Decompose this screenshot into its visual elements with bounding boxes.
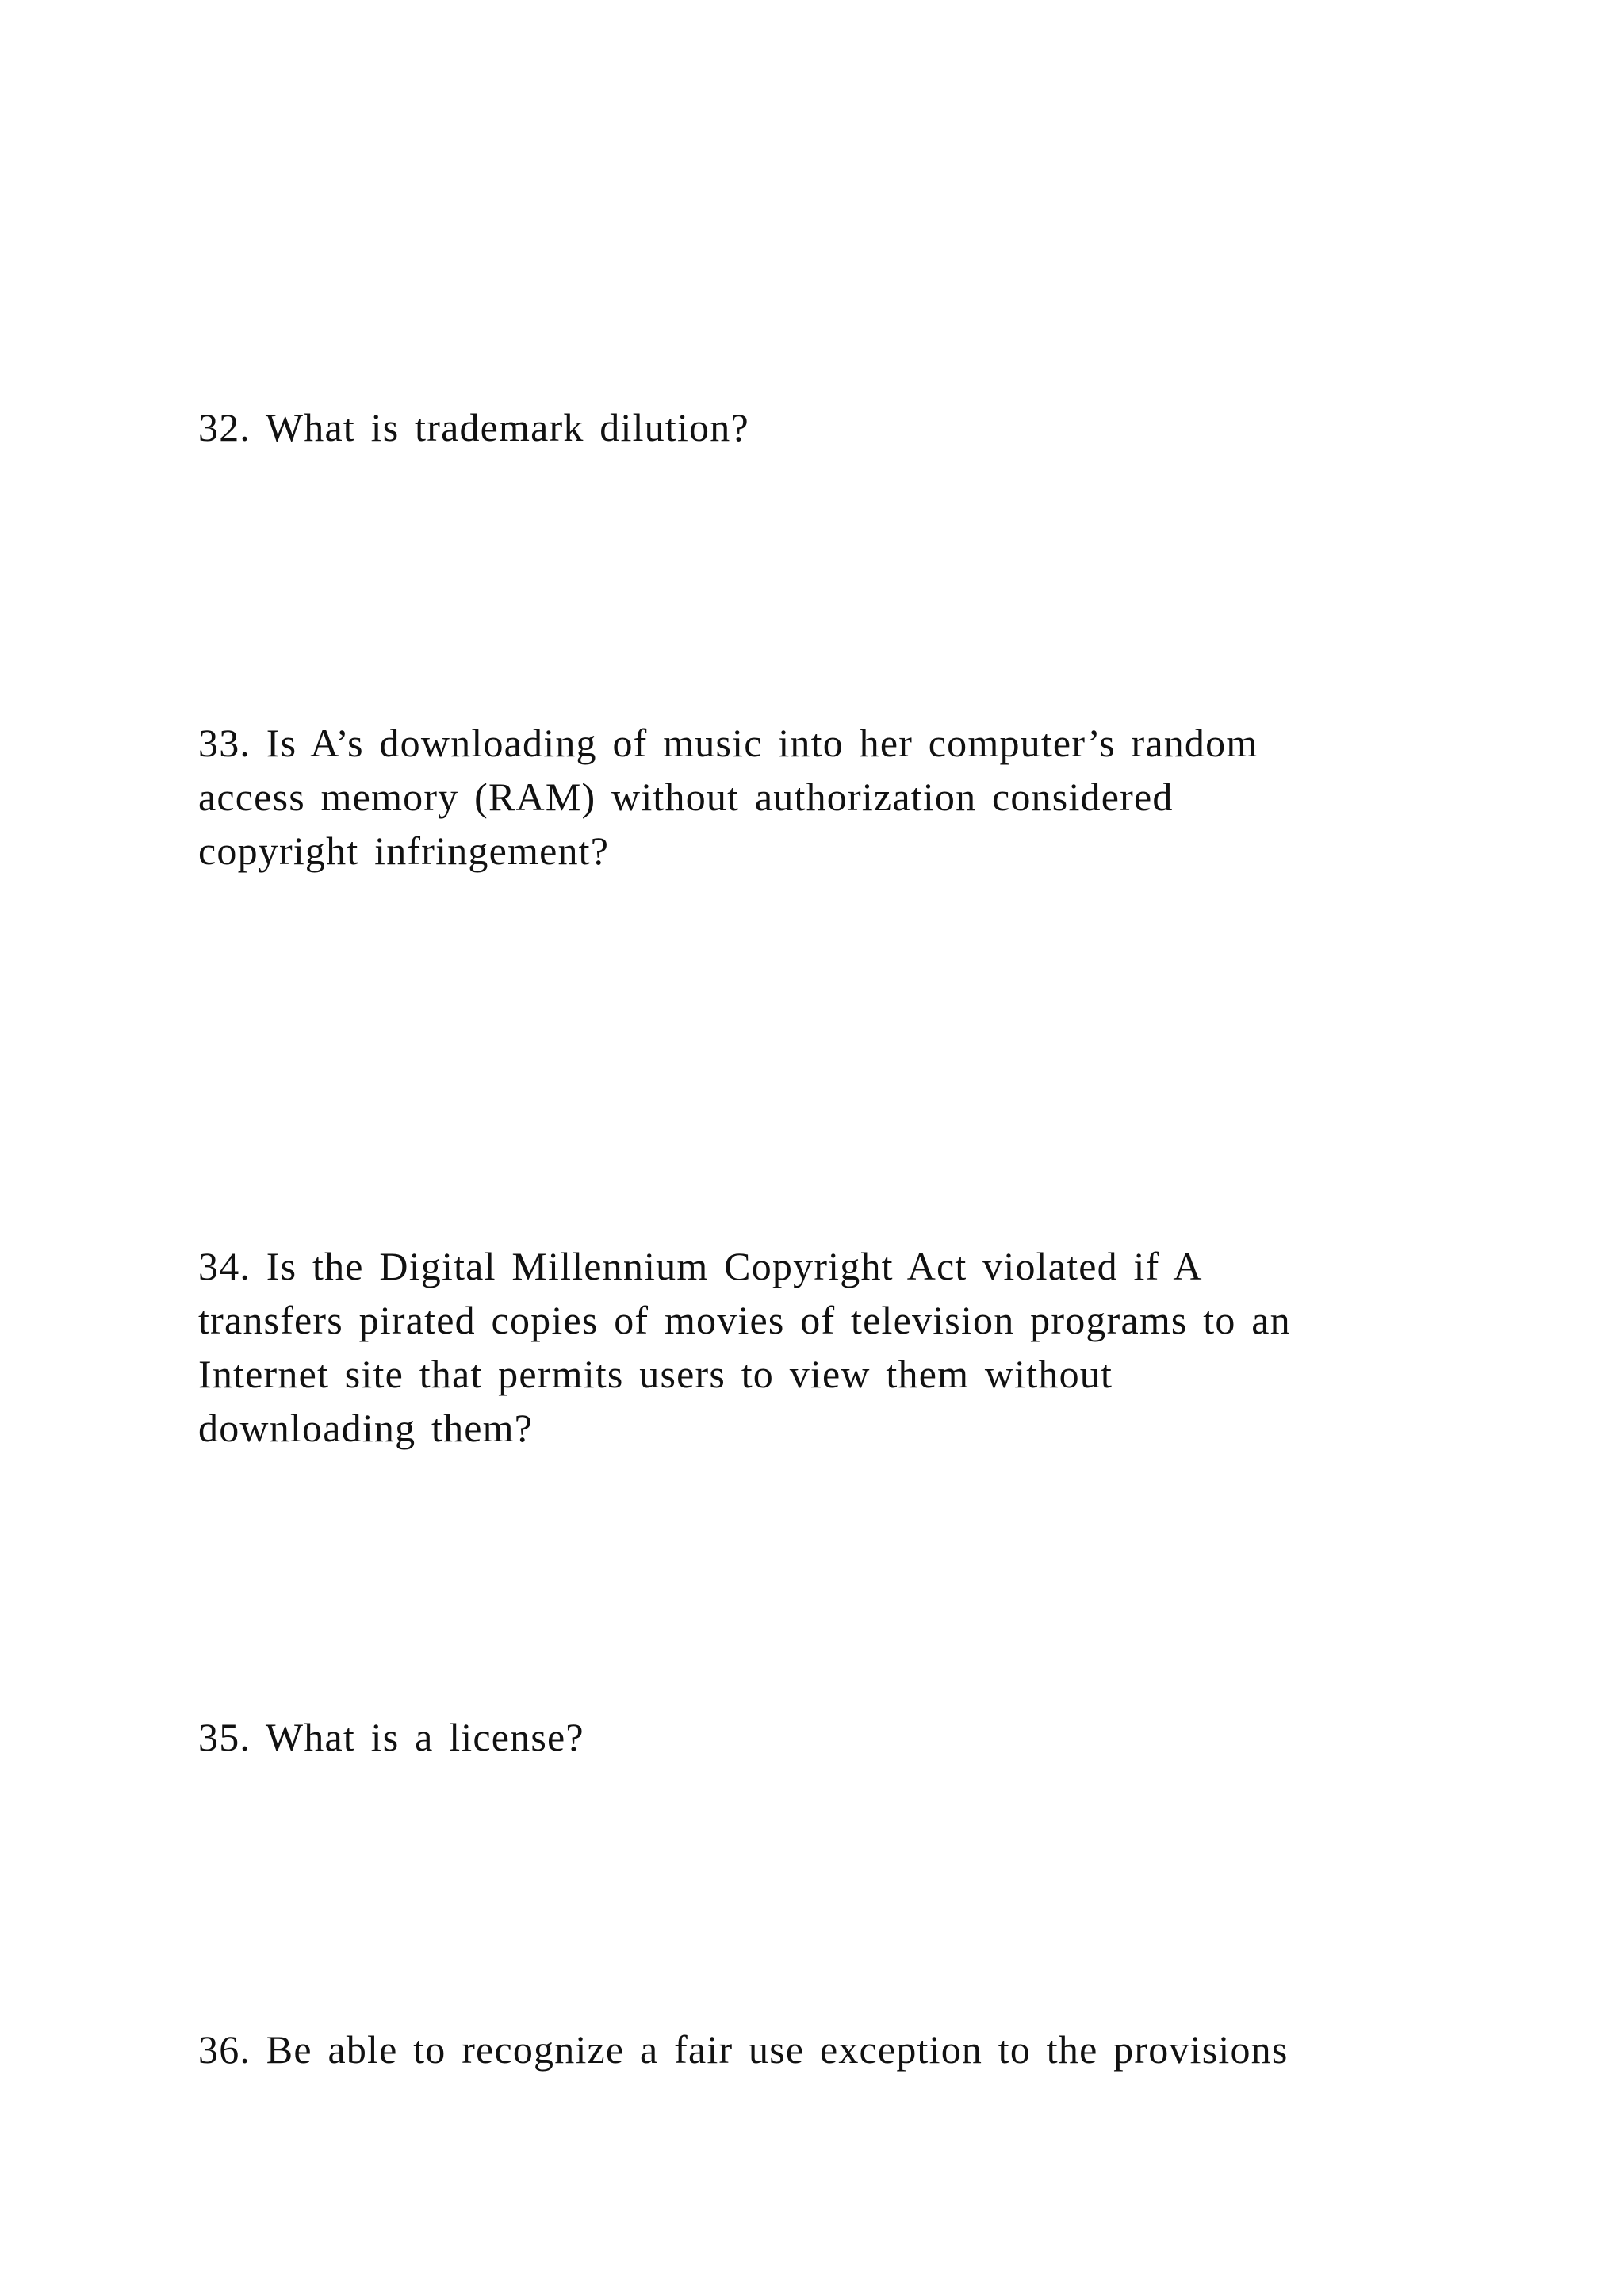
question-35-line-1: 35. What is a license?: [198, 1715, 584, 1759]
question-33-line-1: 33. Is A’s downloading of music into her computer’s random: [198, 721, 1258, 765]
question-34-line-3: Internet site that permits users to view them without: [198, 1352, 1113, 1396]
question-34: [198, 1239, 1435, 1455]
question-36: [198, 2022, 1435, 2076]
question-33-line-2: access memory (RAM) without authorization considered: [198, 775, 1174, 819]
question-33-line-3: copyright infringement?: [198, 828, 610, 873]
question-34-line-2: transfers pirated copies of movies of television programs to an: [198, 1298, 1291, 1342]
question-32-line-1: 32. What is trademark dilution?: [198, 405, 749, 450]
question-34-line-4: downloading them?: [198, 1406, 534, 1450]
question-36-line-1: 36. Be able to recognize a fair use exception to the provisions: [198, 2027, 1289, 2072]
question-32: [198, 400, 1435, 454]
question-34-line-1: 34. Is the Digital Millennium Copyright Act violated if A: [198, 1244, 1203, 1288]
question-33: [198, 716, 1435, 878]
question-35: [198, 1710, 1435, 1764]
